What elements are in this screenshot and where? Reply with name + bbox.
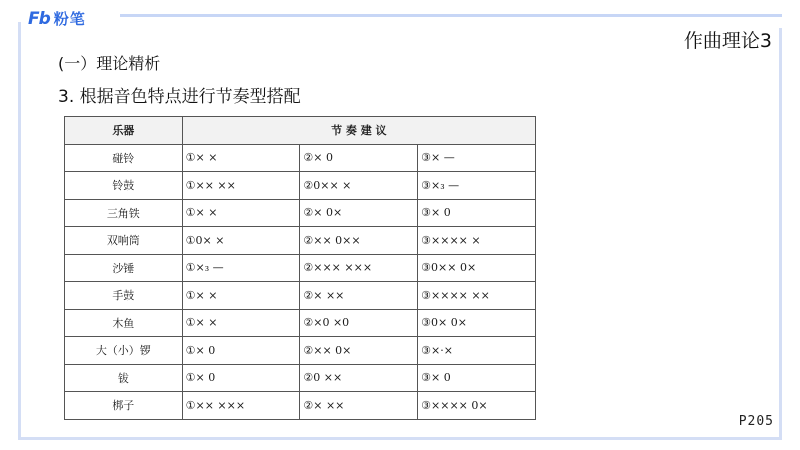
frame-left-line (18, 22, 21, 440)
rhythm-option-cell: ②0 ×× (300, 364, 418, 392)
section-heading: (一）理论精析 (58, 54, 161, 73)
rhythm-option-cell: ③×××× × (418, 227, 536, 255)
rhythm-option-cell: ③× 0 (418, 364, 536, 392)
rhythm-option-cell: ②×× 0×× (300, 227, 418, 255)
rhythm-option-cell: ①× 0 (182, 337, 300, 365)
rhythm-option-cell: ①× × (182, 282, 300, 310)
instrument-cell: 三角铁 (65, 199, 183, 227)
rhythm-option-cell: ③× — (418, 144, 536, 172)
rhythm-option-cell: ②× 0 (300, 144, 418, 172)
table-row (65, 282, 536, 310)
rhythm-option-cell: ②×0 ×0 (300, 309, 418, 337)
table-row (65, 364, 536, 392)
instrument-cell: 梆子 (65, 392, 183, 420)
rhythm-option-cell: ①×₃ — (182, 254, 300, 282)
table-row (65, 392, 536, 420)
rhythm-option-cell: ①× × (182, 199, 300, 227)
instrument-cell: 碰铃 (65, 144, 183, 172)
table-row (65, 172, 536, 200)
rhythm-option-cell: ②× ×× (300, 392, 418, 420)
instrument-cell: 木鱼 (65, 309, 183, 337)
rhythm-option-cell: ③× 0 (418, 199, 536, 227)
instrument-cell: 钹 (65, 364, 183, 392)
rhythm-option-cell: ③×××× 0× (418, 392, 536, 420)
rhythm-option-cell: ①× 0 (182, 364, 300, 392)
table-row (65, 227, 536, 255)
frame-right-line (779, 28, 782, 440)
brand-logo (28, 8, 86, 29)
instrument-cell: 双响筒 (65, 227, 183, 255)
rhythm-option-cell: ③×××× ×× (418, 282, 536, 310)
table-header (65, 117, 536, 145)
rhythm-option-cell: ③0×× 0× (418, 254, 536, 282)
header-rhythm-suggestion: 节 奏 建 议 (182, 117, 535, 145)
table-row (65, 144, 536, 172)
table-row (65, 337, 536, 365)
instrument-cell: 大（小）锣 (65, 337, 183, 365)
logo-mark: Fb (28, 8, 50, 29)
rhythm-option-cell: ①× × (182, 309, 300, 337)
rhythm-option-cell: ③0× 0× (418, 309, 536, 337)
rhythm-option-cell: ②× 0× (300, 199, 418, 227)
instrument-cell: 沙锤 (65, 254, 183, 282)
rhythm-table (64, 116, 536, 420)
instrument-cell: 铃鼓 (65, 172, 183, 200)
page-title: 作曲理论3 (683, 30, 772, 52)
page-number: P205 (738, 414, 774, 429)
header-instrument: 乐器 (65, 117, 183, 145)
frame-bottom-line (18, 437, 782, 440)
table-body (65, 144, 536, 419)
rhythm-option-cell: ②××× ××× (300, 254, 418, 282)
table-row (65, 254, 536, 282)
sub-heading: 3. 根据音色特点进行节奏型搭配 (58, 87, 301, 107)
rhythm-option-cell: ③×₃ — (418, 172, 536, 200)
rhythm-option-cell: ①×× ×× (182, 172, 300, 200)
rhythm-option-cell: ①×× ××× (182, 392, 300, 420)
instrument-cell: 手鼓 (65, 282, 183, 310)
rhythm-option-cell: ②0×× × (300, 172, 418, 200)
table-row (65, 199, 536, 227)
table-row (65, 309, 536, 337)
rhythm-option-cell: ②×× 0× (300, 337, 418, 365)
rhythm-option-cell: ①0× × (182, 227, 300, 255)
rhythm-option-cell: ②× ×× (300, 282, 418, 310)
frame-top-line (120, 14, 782, 17)
rhythm-option-cell: ①× × (182, 144, 300, 172)
rhythm-option-cell: ③×·× (418, 337, 536, 365)
table-header-row (65, 117, 536, 145)
logo-text: 粉笔 (53, 10, 86, 28)
